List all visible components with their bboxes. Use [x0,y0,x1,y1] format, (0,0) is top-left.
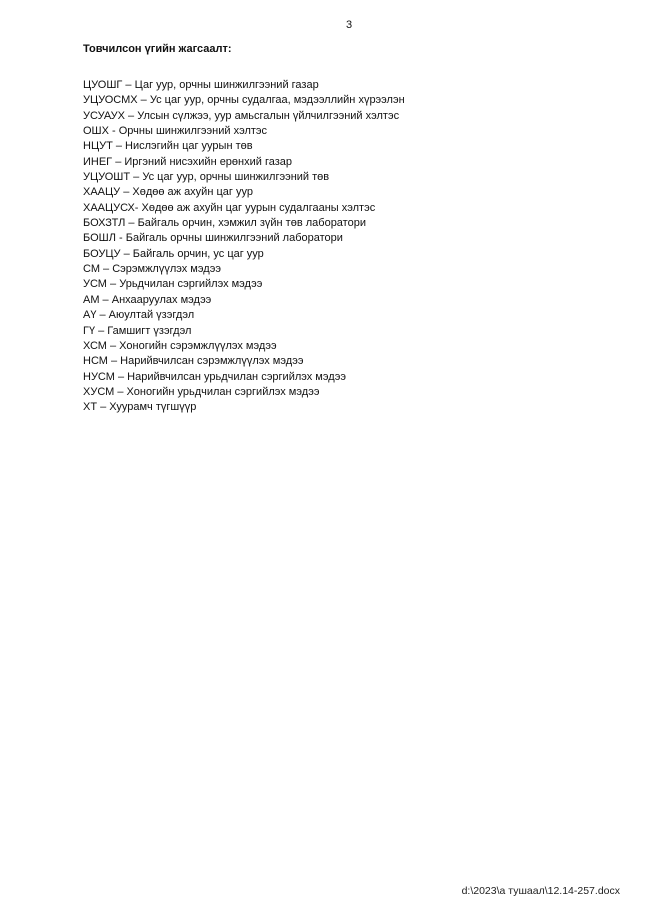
document-file-path: d:\2023\а тушаал\12.14-257.docx [461,885,620,897]
abbreviation-item: УЦУОШТ – Ус цаг уур, орчны шинжилгээний төв [83,171,330,184]
abbreviation-item: УСМ – Урьдчилан сэргийлэх мэдээ [83,278,263,291]
abbreviation-item: ХААЦУСХ- Хөдөө аж ахуйн цаг уурын судалгааны хэлтэс [83,201,376,214]
abbreviation-item: НЦУТ – Нислэгийн цаг уурын төв [83,140,253,153]
abbreviation-list-title: Товчилсон үгийн жагсаалт: [83,43,232,55]
abbreviation-item: НУСМ – Нарийвчилсан урьдчилан сэргийлэх мэдээ [83,370,347,383]
abbreviation-item: АМ – Анхааруулах мэдээ [83,293,212,306]
abbreviation-item: ХУСМ – Хоногийн урьдчилан сэргийлэх мэдээ [83,385,320,398]
abbreviation-item: БОУЦУ – Байгаль орчин, ус цаг уур [83,247,264,260]
abbreviation-item: ОШХ - Орчны шинжилгээний хэлтэс [83,125,268,138]
abbreviation-item: ИНЕГ – Иргэний нисэхийн ерөнхий газар [83,155,293,168]
page-number: 3 [345,19,353,31]
abbreviation-item: НСМ – Нарийвчилсан сэрэмжлүүлэх мэдээ [83,355,304,368]
abbreviation-item: ХСМ – Хоногийн сэрэмжлүүлэх мэдээ [83,339,277,352]
abbreviation-item: БОШЛ - Байгаль орчны шинжилгээний лаборатори [83,232,343,245]
abbreviation-item: ХТ – Хуурамч түгшүүр [83,401,197,414]
abbreviation-item: ХААЦУ – Хөдөө аж ахуйн цаг уур [83,186,253,199]
abbreviation-item: БОХЗТЛ – Байгаль орчин, хэмжил зүйн төв лаборатори [83,217,366,230]
abbreviation-list [83,78,405,416]
abbreviation-item: УЦУОСМХ – Ус цаг уур, орчны судалгаа, мэдээллийн хүрээлэн [83,94,405,107]
abbreviation-item: ГҮ – Гамшигт үзэгдэл [83,324,192,337]
abbreviation-item: ЦУОШГ – Цаг уур, орчны шинжилгээний газар [83,79,319,91]
abbreviation-item: СМ – Сэрэмжлүүлэх мэдээ [83,263,222,276]
abbreviation-item: АҮ – Аюултай үзэгдэл [83,309,195,322]
abbreviation-item: УСУАУХ – Улсын сүлжээ, уур амьсгалын үйлчилгээний хэлтэс [83,109,400,122]
